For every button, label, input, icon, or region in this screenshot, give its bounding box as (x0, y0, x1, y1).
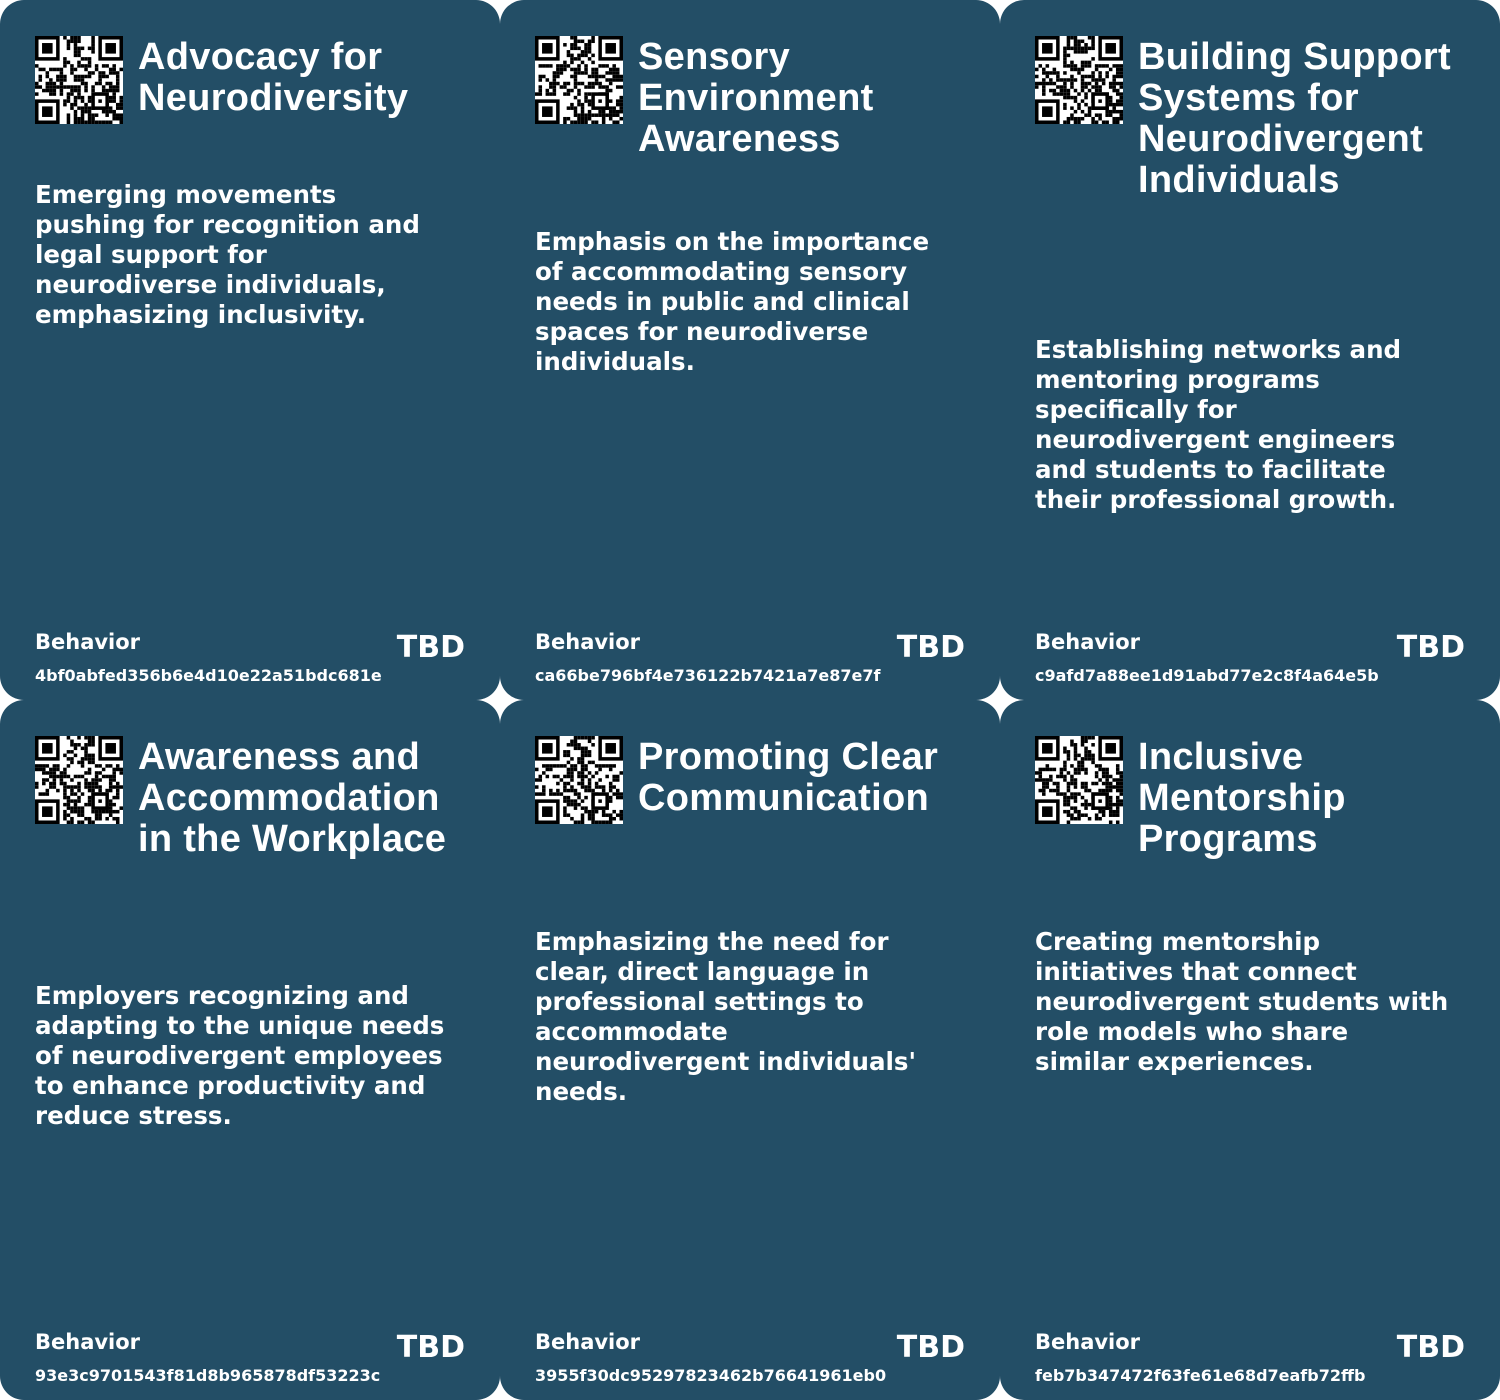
card-status: TBD (896, 630, 965, 665)
card[interactable] (0, 0, 500, 700)
card-category: Behavior (35, 1330, 141, 1354)
card-status: TBD (396, 630, 465, 665)
card[interactable] (1000, 0, 1500, 700)
card-category: Behavior (535, 630, 641, 654)
card-status: TBD (1396, 630, 1465, 665)
card-description: Creating mentorship initiatives that connect neurodivergent students with role models who share similar experiences. (1035, 927, 1449, 1076)
card-header (535, 36, 970, 160)
qr-code-icon (35, 36, 123, 124)
qr-code-icon (35, 736, 123, 824)
card-title: Building Support Systems for Neurodivergent Individuals (1138, 36, 1451, 201)
card-header (535, 736, 970, 824)
qr-code-icon (535, 36, 623, 124)
card[interactable] (1000, 700, 1500, 1400)
card[interactable] (500, 0, 1000, 700)
card-description: Establishing networks and mentoring programs specifically for neurodivergent engineers and students to facilitate their professional growth. (1035, 335, 1402, 514)
card-header (1035, 736, 1470, 860)
card[interactable] (500, 700, 1000, 1400)
card-id: 4bf0abfed356b6e4d10e22a51bdc681e (35, 666, 382, 685)
card-title: Advocacy for Neurodiversity (138, 36, 409, 119)
card-description: Emphasis on the importance of accommodating sensory needs in public and clinical spaces for neurodiverse individuals. (535, 227, 930, 376)
card-title: Promoting Clear Communication (638, 736, 939, 819)
qr-code-icon (1035, 736, 1123, 824)
card-header (35, 736, 470, 860)
card-title: Sensory Environment Awareness (638, 36, 874, 160)
card-status: TBD (396, 1330, 465, 1365)
card-id: c9afd7a88ee1d91abd77e2c8f4a64e5b (1035, 666, 1379, 685)
card-status: TBD (1396, 1330, 1465, 1365)
card-header (35, 36, 470, 124)
card-id: feb7b347472f63fe61e68d7eafb72ffb (1035, 1366, 1366, 1385)
card-category: Behavior (535, 1330, 641, 1354)
card-description: Emphasizing the need for clear, direct language in professional settings to accommodate neurodivergent individuals' needs. (535, 927, 916, 1106)
card-category: Behavior (1035, 630, 1141, 654)
card-id: 93e3c9701543f81d8b965878df53223c (35, 1366, 381, 1385)
card-description: Emerging movements pushing for recognition and legal support for neurodiverse individuals, emphasizing inclusivity. (35, 180, 420, 329)
card-description: Employers recognizing and adapting to the unique needs of neurodivergent employees to enhance productivity and reduce stress. (35, 981, 445, 1130)
qr-code-icon (1035, 36, 1123, 124)
qr-code-icon (535, 736, 623, 824)
card-header (1035, 36, 1470, 201)
card-title: Awareness and Accommodation in the Workplace (138, 736, 447, 860)
card[interactable] (0, 700, 500, 1400)
card-category: Behavior (35, 630, 141, 654)
card-title: Inclusive Mentorship Programs (1138, 736, 1346, 860)
card-id: 3955f30dc95297823462b76641961eb0 (535, 1366, 887, 1385)
card-id: ca66be796bf4e736122b7421a7e87e7f (535, 666, 881, 685)
card-status: TBD (896, 1330, 965, 1365)
card-category: Behavior (1035, 1330, 1141, 1354)
